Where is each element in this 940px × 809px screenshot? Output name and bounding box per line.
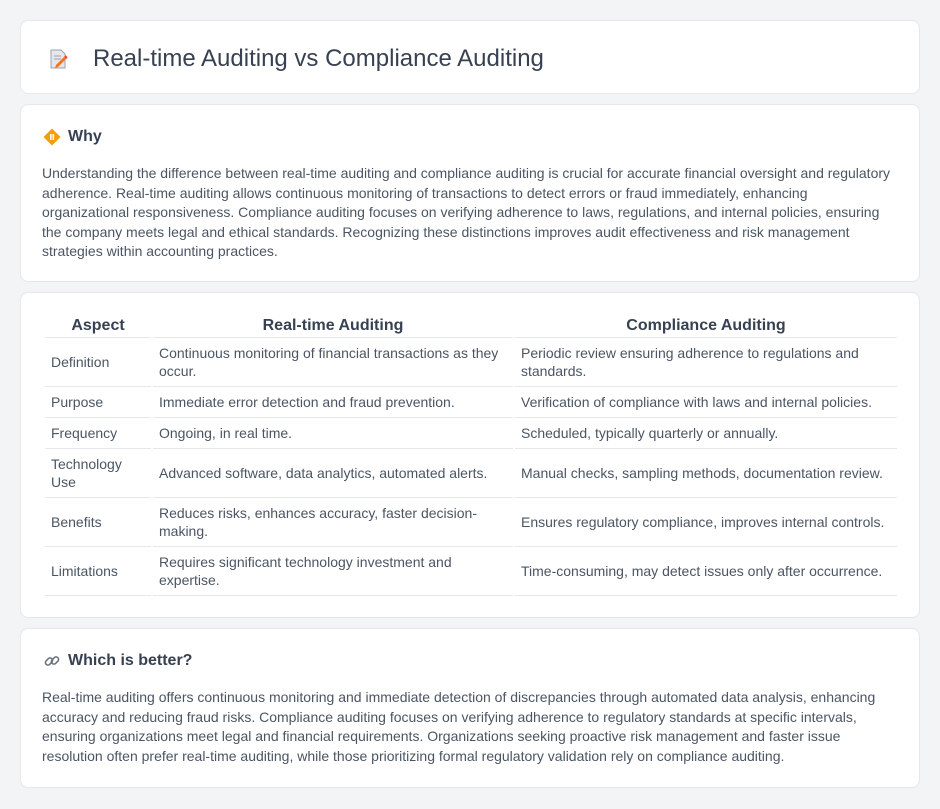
- better-title: Which is better?: [68, 652, 193, 669]
- which-is-better-section: [20, 628, 920, 788]
- compliance-cell: Ensures regulatory compliance, improves internal controls.: [515, 498, 897, 547]
- table-row: [45, 449, 897, 498]
- real-time-cell: Continuous monitoring of financial transactions as they occur.: [153, 338, 513, 387]
- why-body: Understanding the difference between real-time auditing and compliance auditing is crucial for accurate financial oversight and regulatory adherence. Real-time auditing allows continuous monitoring of transactions to detect errors or fraud immediately, enhancing organizational responsiveness. Compliance auditing focuses on verifying adherence to laws, regulations, and internal policies, ensuring the company meets legal and ethical standards. Recognizing these distinctions improves audit effectiveness and risk management strategies within accounting practices.: [42, 165, 891, 259]
- table-header-row: [45, 313, 897, 338]
- aspect-cell: Benefits: [45, 498, 151, 547]
- real-time-cell: Advanced software, data analytics, automated alerts.: [153, 449, 513, 498]
- diamond-warning-icon: [43, 128, 61, 146]
- table-row: [45, 338, 897, 387]
- aspect-cell: Definition: [45, 338, 151, 387]
- table-row: [45, 418, 897, 449]
- compliance-cell: Time-consuming, may detect issues only after occurrence.: [515, 547, 897, 596]
- link-icon: [43, 652, 61, 670]
- aspect-cell: Technology Use: [45, 449, 151, 498]
- real-time-cell: Immediate error detection and fraud prevention.: [153, 387, 513, 418]
- aspect-cell: Purpose: [45, 387, 151, 418]
- table-row: [45, 387, 897, 418]
- why-section: [20, 104, 920, 282]
- compliance-cell: Manual checks, sampling methods, documentation review.: [515, 449, 897, 498]
- compliance-cell: Periodic review ensuring adherence to regulations and standards.: [515, 338, 897, 387]
- compliance-cell: Verification of compliance with laws and internal policies.: [515, 387, 897, 418]
- why-heading: [43, 127, 102, 147]
- better-heading: [43, 651, 192, 671]
- table-row: [45, 547, 897, 596]
- real-time-cell: Reduces risks, enhances accuracy, faster decision-making.: [153, 498, 513, 547]
- aspect-cell: Frequency: [45, 418, 151, 449]
- column-header-compliance: Compliance Auditing: [515, 313, 897, 338]
- page-title: Real-time Auditing vs Compliance Auditing: [93, 45, 544, 72]
- comparison-table: [43, 313, 899, 596]
- aspect-cell: Limitations: [45, 547, 151, 596]
- comparison-section: [20, 292, 920, 618]
- column-header-aspect: Aspect: [45, 313, 151, 338]
- better-body: Real-time auditing offers continuous monitoring and immediate detection of discrepancies through automated data analysis, enhancing accuracy and reducing fraud risks. Compliance auditing focuses on verifying adherence to regulatory standards at specific intervals, ensuring organizations meet legal and financial requirements. Organizations seeking proactive risk management and faster issue resolution often prefer real-time auditing, while those prioritizing formal regulatory validation rely on compliance auditing.: [42, 689, 876, 764]
- real-time-cell: Requires significant technology investment and expertise.: [153, 547, 513, 596]
- why-title: Why: [68, 128, 102, 145]
- header-card: [20, 20, 920, 94]
- column-header-real-time: Real-time Auditing: [153, 313, 513, 338]
- real-time-cell: Ongoing, in real time.: [153, 418, 513, 449]
- table-row: [45, 498, 897, 547]
- document-pencil-icon: [47, 48, 69, 70]
- compliance-cell: Scheduled, typically quarterly or annually.: [515, 418, 897, 449]
